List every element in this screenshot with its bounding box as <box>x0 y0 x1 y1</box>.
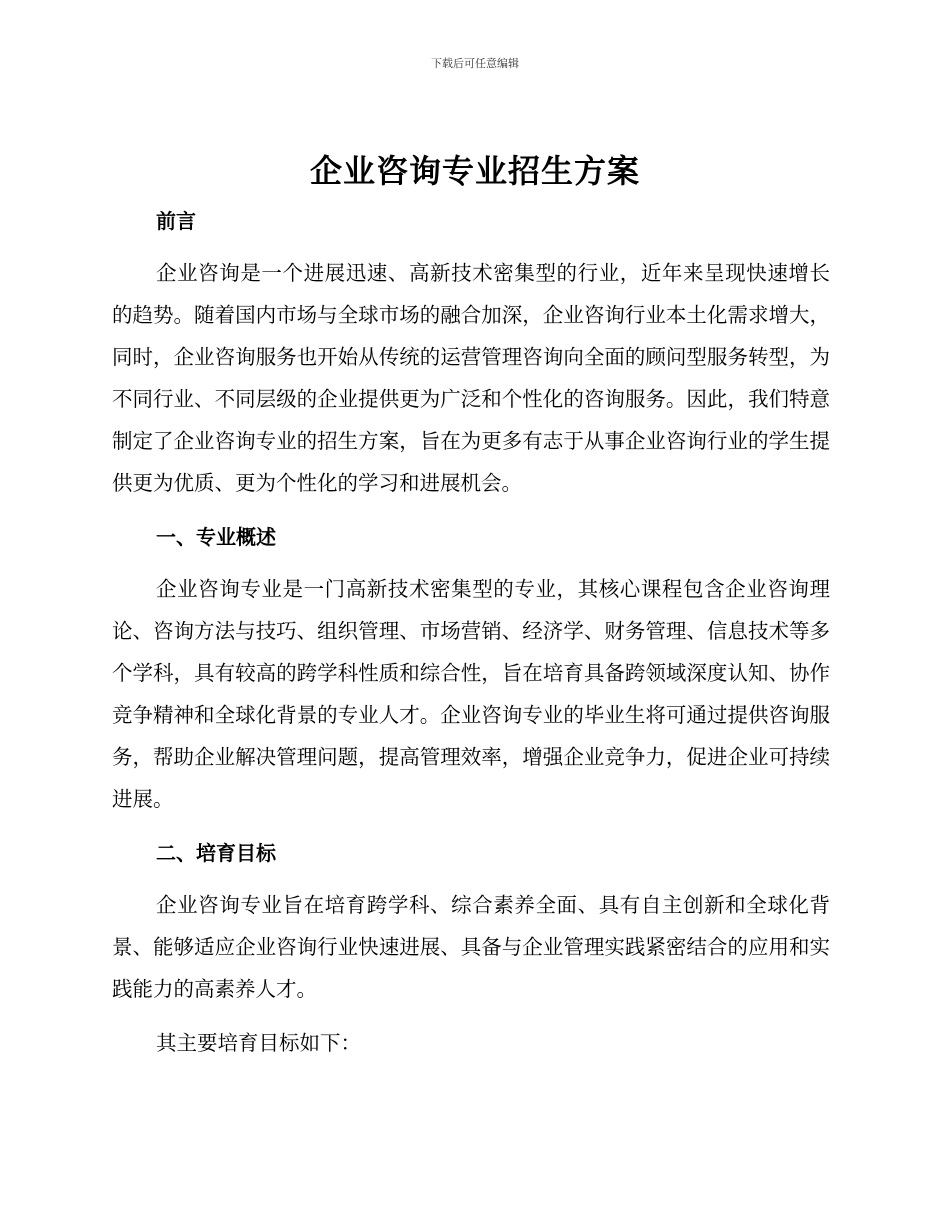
document-title: 企业咨询专业招生方案 <box>309 152 640 190</box>
section-heading-preface: 前言 <box>156 209 196 233</box>
document-body <box>112 200 830 1076</box>
preface-paragraph: 企业咨询是一个进展迅速、高新技术密集型的行业，近年来呈现快速增长的趋势。随着国内市场与全球市场的融合加深，企业咨询行业本土化需求增大，同时，企业咨询服务也开始从传统的运营管理咨询向全面的顾问型服务转型，为不同行业、不同层级的企业提供更为广泛和个性化的咨询服务。因此，我们特意制定了企业咨询专业的招生方案，旨在为更多有志于从事企业咨询行业的学生提供更为优质、更为个性化的学习和进展机会。 <box>112 261 830 495</box>
section-heading-overview: 一、专业概述 <box>156 525 276 549</box>
section-heading-goals: 二、培育目标 <box>156 841 276 865</box>
overview-paragraph: 企业咨询专业是一门高新技术密集型的专业，其核心课程包含企业咨询理论、咨询方法与技巧、组织管理、市场营销、经济学、财务管理、信息技术等多个学科，具有较高的跨学科性质和综合性，旨在培育具备跨领域深度认知、协作竞争精神和全球化背景的专业人才。企业咨询专业的毕业生将可通过提供咨询服务，帮助企业解决管理问题，提高管理效率，增强企业竞争力，促进企业可持续进展。 <box>112 577 830 811</box>
header-note: 下载后可任意编辑 <box>431 57 519 70</box>
goals-intro: 其主要培育目标如下： <box>156 1031 361 1055</box>
goals-paragraph: 企业咨询专业旨在培育跨学科、综合素养全面、具有自主创新和全球化背景、能够适应企业咨询行业快速进展、具备与企业管理实践紧密结合的应用和实践能力的高素养人才。 <box>112 893 830 1001</box>
